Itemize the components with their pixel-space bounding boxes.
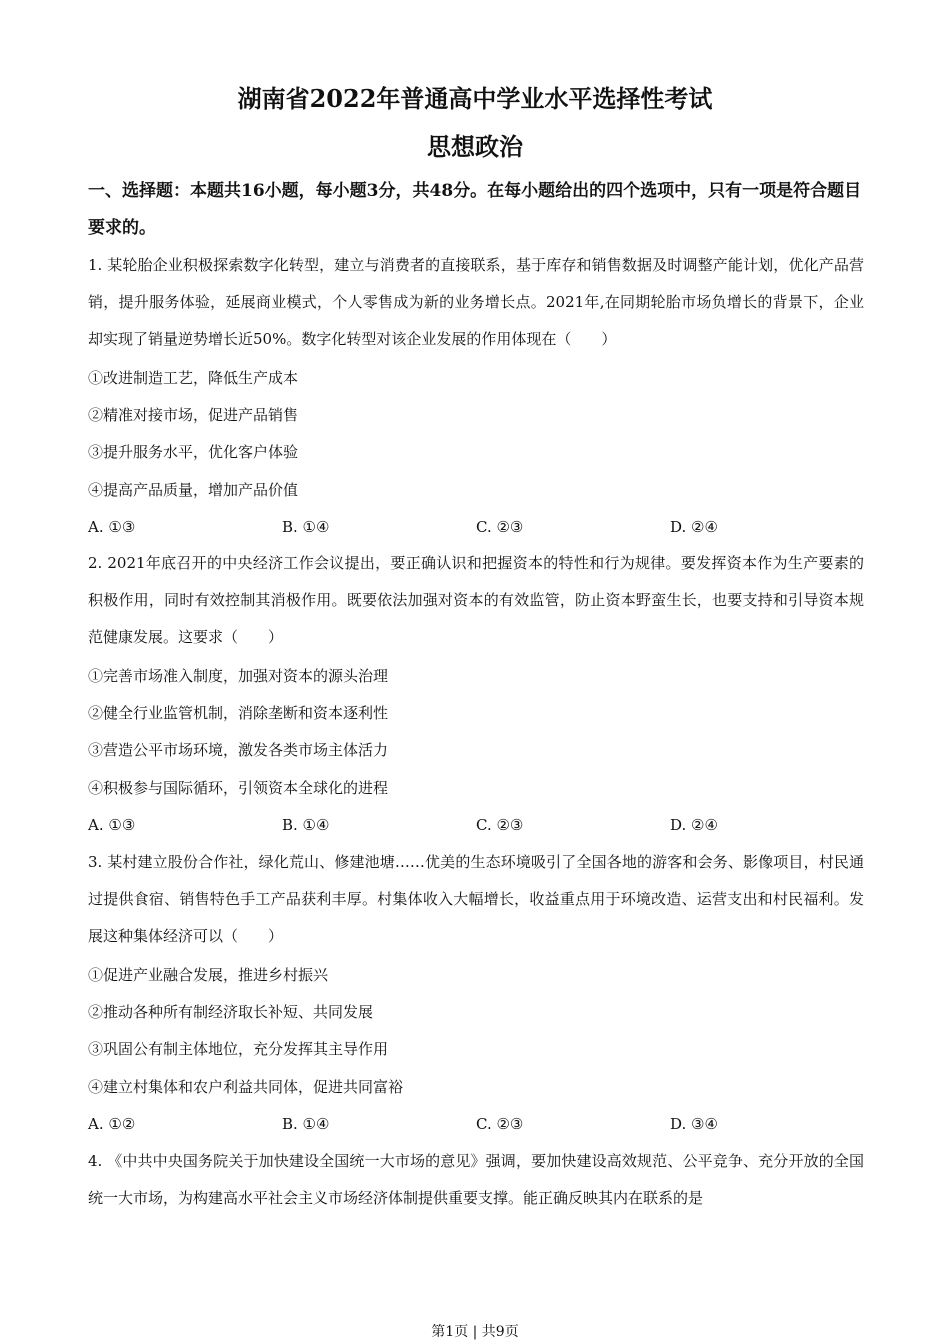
choice-b: B. ①④ <box>282 518 330 536</box>
question-1-statement-4: ④提高产品质量，增加产品价值 <box>88 481 299 499</box>
question-4-stem: 4. 《中共中央国务院关于加快建设全国统一大市场的意见》强调，要加快建设高效规范、公平竞争、充分开放的全国统一大市场，为构建高水平社会主义市场经济体制提供重要支撑。能正确反映其内在联系的是 <box>88 1152 864 1208</box>
choice-c: C. ②③ <box>476 518 524 536</box>
choice-d: D. ③④ <box>670 1115 718 1133</box>
question-2-statement-1: ①完善市场准入制度，加强对资本的源头治理 <box>88 667 389 685</box>
question-1-choices <box>88 517 788 537</box>
question-3-statement-2: ②推动各种所有制经济取长补短、共同发展 <box>88 1003 374 1021</box>
question-1-stem: 1. 某轮胎企业积极探索数字化转型，建立与消费者的直接联系，基于库存和销售数据及时调整产能计划，优化产品营销，提升服务体验，延展商业模式，个人零售成为新的业务增长点。2021年,在同期轮胎市场负增长的背景下，企业却实现了销量逆势增长近50%。数字化转型对该企业发展的作用体现在（ ） <box>88 256 864 349</box>
question-3-choices <box>88 1114 788 1134</box>
page-footer: 第1页 | 共9页 <box>431 1324 519 1340</box>
choice-a: A. ①③ <box>88 816 136 834</box>
question-2-statement-2: ②健全行业监管机制，消除垄断和资本逐利性 <box>88 704 389 722</box>
question-3-statement-1: ①促进产业融合发展，推进乡村振兴 <box>88 966 329 984</box>
choice-a: A. ①③ <box>88 518 136 536</box>
question-1-statement-1: ①改进制造工艺，降低生产成本 <box>88 369 299 387</box>
question-1-statement-2: ②精准对接市场，促进产品销售 <box>88 406 299 424</box>
question-3-statement-4: ④建立村集体和农户利益共同体，促进共同富裕 <box>88 1078 404 1096</box>
choice-d: D. ②④ <box>670 518 718 536</box>
question-3-statement-3: ③巩固公有制主体地位，充分发挥其主导作用 <box>88 1040 389 1058</box>
choice-a: A. ①② <box>88 1115 136 1133</box>
question-2-choices <box>88 815 788 835</box>
choice-b: B. ①④ <box>282 1115 330 1133</box>
question-2-stem: 2. 2021年底召开的中央经济工作会议提出，要正确认识和把握资本的特性和行为规律。要发挥资本作为生产要素的积极作用，同时有效控制其消极作用。既要依法加强对资本的有效监管，防止资本野蛮生长，也要支持和引导资本规范健康发展。这要求（ ） <box>88 554 864 647</box>
choice-b: B. ①④ <box>282 816 330 834</box>
subject-title: 思想政治 <box>427 132 523 161</box>
choice-d: D. ②④ <box>670 816 718 834</box>
question-1-statement-3: ③提升服务水平，优化客户体验 <box>88 443 299 461</box>
question-3-stem: 3. 某村建立股份合作社，绿化荒山、修建池塘……优美的生态环境吸引了全国各地的游客和会务、影像项目，村民通过提供食宿、销售特色手工产品获利丰厚。村集体收入大幅增长，收益重点用于环境改造、运营支出和村民福利。发展这种集体经济可以（ ） <box>88 853 864 946</box>
exam-title: 湖南省2022年普通高中学业水平选择性考试 <box>237 84 713 113</box>
choice-c: C. ②③ <box>476 816 524 834</box>
choice-c: C. ②③ <box>476 1115 524 1133</box>
section-heading: 一、选择题：本题共16小题，每小题3分，共48分。在每小题给出的四个选项中，只有一项是符合题目要求的。 <box>88 181 862 238</box>
question-2-statement-3: ③营造公平市场环境，激发各类市场主体活力 <box>88 741 389 759</box>
question-2-statement-4: ④积极参与国际循环，引领资本全球化的进程 <box>88 779 389 797</box>
